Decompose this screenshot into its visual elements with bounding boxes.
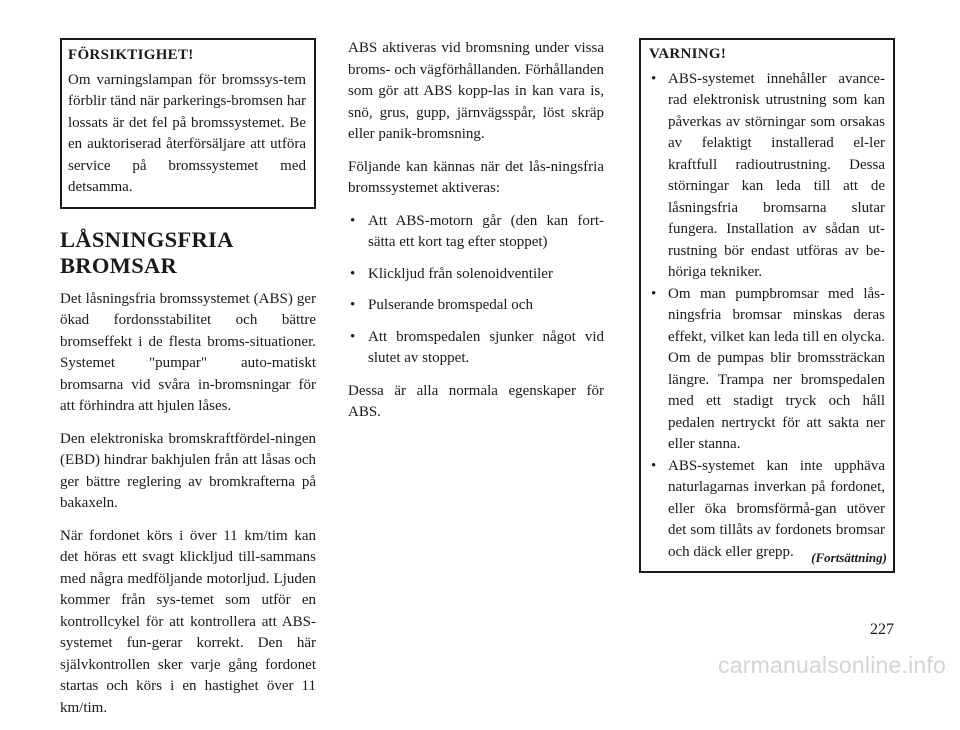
paragraph-sensations-intro: Följande kan kännas när det lås-ningsfria bromssystemet aktiveras: (348, 158, 604, 196)
paragraph-abs-intro: Det låsningsfria bromssystemet (ABS) ger ökad fordonsstabilitet och bättre bromseffekt i de flesta broms-situationer. Systemet "pumpar" auto-matiskt bromsarna vid svåra in-bromsningar för att förhindra att hjulen låses. (60, 290, 316, 414)
column-left (60, 38, 316, 730)
paragraph-activation: ABS aktiveras vid bromsning under vissa broms- och vägförhållanden. Förhållanden som gör att ABS kopp-las in kan vara is, snö, grus, gupp, järnvägsspår, löst skräp eller panik-bromsning. (348, 40, 604, 142)
list-item: • Pulserande bromspedal och (348, 295, 604, 317)
column-middle (348, 38, 604, 435)
warning-item: • Om man pumpbromsar med lås-ningsfria bromsar minskas deras effekt, vilket kan leda till en olycka. Om de pumpas blir bromssträckan längre. Trampa ner bromspedalen med ett stadigt tryck och håll pedalen nertryckt för att sakta ner eller stanna. (649, 284, 885, 456)
paragraph-self-check: När fordonet körs i över 11 km/tim kan det höras ett svagt klickljud till-sammans med några medföljande motorljud. Ljuden kommer från sys-temet som utför en kontrollcykel för att kontrollera att ABS-systemet fun-gerar korrekt. Den här självkontrollen sker varje gång fordonet startas och körs i en hastighet över 11 km/tim. (60, 527, 316, 716)
caution-text: Om varningslampan för bromssys-tem förblir tänd när parkerings-bromsen har lossats är det fel på bromssystemet. Be en auktoriserad återförsäljare att utföra service på bromssystemet med detsamma. (68, 71, 306, 195)
sensations-list (348, 211, 604, 370)
caution-title: FÖRSIKTIGHET! (68, 47, 194, 63)
warning-item: • ABS-systemet kan inte upphäva naturlagarnas inverkan på fordonet, eller öka bromsförmå-gan utöver det som tillåts av fordonets bromsar och däck eller grepp. (649, 456, 885, 564)
paragraph-closing: Dessa är alla normala egenskaper för ABS. (348, 382, 604, 420)
list-item: • Att bromspedalen sjunker något vid slutet av stoppet. (348, 327, 604, 370)
list-item: • Klickljud från solenoidventiler (348, 264, 604, 286)
watermark: carmanualsonline.info (718, 652, 946, 678)
warning-list (649, 69, 885, 564)
page-number: 227 (870, 621, 894, 638)
warning-title: VARNING! (649, 46, 727, 62)
caution-box (60, 38, 316, 209)
warning-item: • ABS-systemet innehåller avance-rad elektronisk utrustning som kan påverkas av störningar som orsakas av felaktigt installerad el-ler kraftfull radioutrustning. Dessa störningar kan leda till att de låsningsfria bromsarna slutar fungera. Installation av sådan ut-rustning bör endast utföras av be-höriga tekniker. (649, 69, 885, 284)
continued-label: (Fortsättning) (811, 550, 887, 565)
warning-box (639, 38, 895, 573)
list-item: • Att ABS-motorn går (den kan fort-sätta ett kort tag efter stoppet) (348, 211, 604, 254)
section-title: LÅSNINGSFRIA BROMSAR (60, 226, 233, 278)
column-right (639, 38, 895, 573)
paragraph-ebd: Den elektroniska bromskraftfördel-ningen (EBD) hindrar bakhjulen från att låsas och ger bättre reglering av bromkrafterna på bakaxeln. (60, 430, 316, 511)
